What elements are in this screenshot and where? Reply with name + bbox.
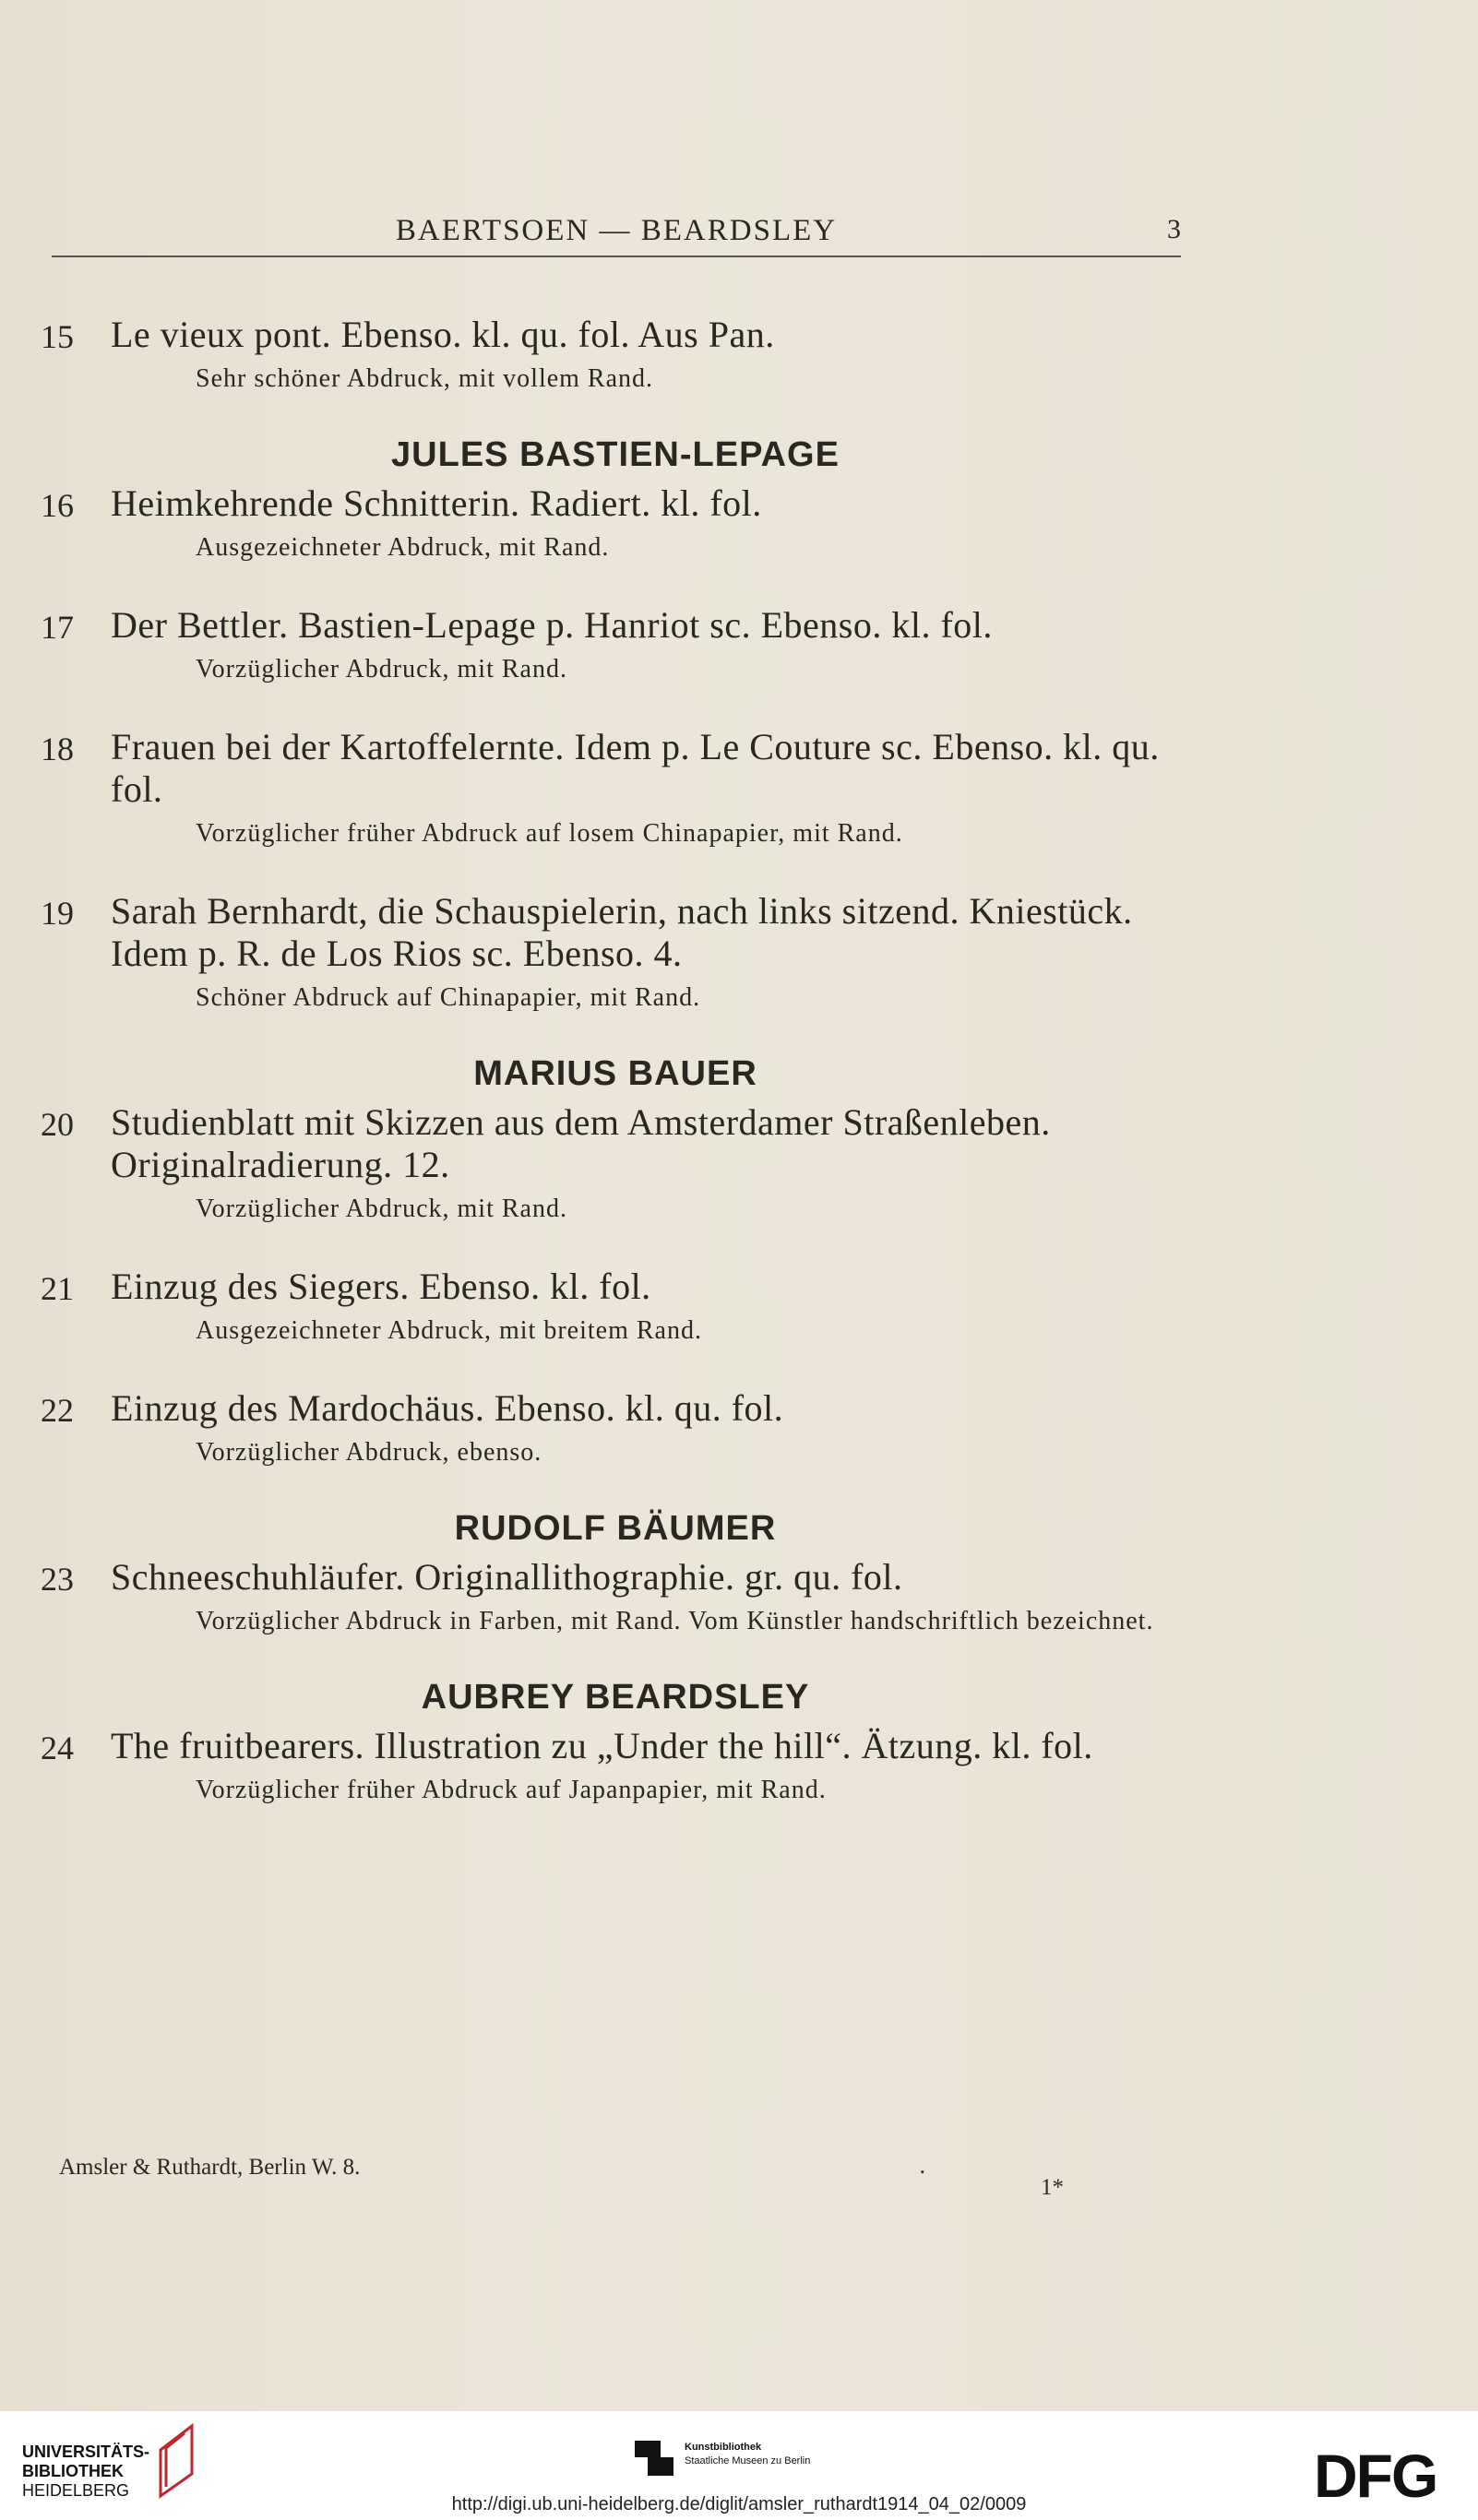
header-title: BAERTSOEN — BEARDSLEY: [395, 214, 838, 247]
entry-number: 24: [41, 1730, 74, 1766]
entry-title: Frauen bei der Kartoffelernte. Idem p. Le Couture sc. Ebenso. kl. qu. fol.: [111, 726, 1160, 810]
kunstbibliothek-icon: [633, 2435, 677, 2479]
permalink-url[interactable]: http://digi.ub.uni-heidelberg.de/diglit/amsler_ruthardt1914_04_02/0009: [451, 2494, 1027, 2514]
entry-title: Einzug des Mardochäus. Ebenso. kl. qu. fol.: [111, 1387, 784, 1429]
entry-number: 20: [41, 1106, 74, 1143]
entry-title: Schneeschuhläufer. Originallithographie. gr. qu. fol.: [111, 1556, 903, 1598]
artist-heading: RUDOLF BÄUMER: [454, 1509, 777, 1548]
entry-number: 15: [41, 318, 74, 355]
catalog-entry: [33, 890, 1198, 1016]
entry-number: 16: [41, 487, 74, 524]
entry-note: Vorzüglicher Abdruck in Farben, mit Rand. Vom Künstler handschriftlich bezeichnet.: [196, 1607, 1154, 1635]
running-header: [52, 214, 1181, 257]
entry-title: Sarah Bernhardt, die Schauspielerin, nach links sitzend. Kniestück. Idem p. R. de Los Rios sc. Ebenso. 4.: [111, 890, 1133, 974]
signature-mark: 1*: [1041, 2175, 1064, 2200]
catalog-entry: [33, 1725, 1198, 1808]
entry-note: Ausgezeichneter Abdruck, mit breitem Rand.: [196, 1316, 702, 1345]
ub-line-3: HEIDELBERG: [22, 2481, 130, 2500]
kunstbibliothek-logo[interactable]: [685, 2441, 810, 2468]
page-number: 3: [1167, 214, 1181, 244]
entry-note: Vorzüglicher Abdruck, mit Rand.: [196, 655, 567, 683]
ub-line-1: UNIVERSITÄTS-: [22, 2443, 150, 2461]
catalog-entry: [33, 482, 1198, 565]
entry-number: 18: [41, 731, 74, 767]
entry-note: Ausgezeichneter Abdruck, mit Rand.: [196, 533, 610, 562]
entry-title: The fruitbearers. Illustration zu „Under the hill“. Ätzung. kl. fol.: [111, 1725, 1093, 1766]
ub-emblem-icon: [148, 2422, 203, 2502]
catalog-entry: [33, 1387, 1198, 1470]
entry-note: Vorzüglicher Abdruck, mit Rand.: [196, 1195, 567, 1223]
entry-note: Vorzüglicher früher Abdruck auf losem Chinapapier, mit Rand.: [196, 819, 903, 848]
publisher-imprint: Amsler & Ruthardt, Berlin W. 8.: [59, 2155, 361, 2180]
catalog-content: [33, 314, 1198, 1847]
catalog-entry: [33, 1101, 1198, 1227]
entry-note: Vorzüglicher Abdruck, ebenso.: [196, 1438, 542, 1467]
entry-title: Studienblatt mit Skizzen aus dem Amsterdamer Straßenleben. Originalradierung. 12.: [111, 1101, 1051, 1185]
entry-number: 17: [41, 609, 74, 646]
kb-line-2: Staatliche Museen zu Berlin: [685, 2455, 811, 2467]
ub-heidelberg-logo[interactable]: [22, 2443, 149, 2501]
entry-number: 22: [41, 1392, 74, 1429]
artist-heading: JULES BASTIEN-LEPAGE: [391, 435, 840, 474]
entry-number: 19: [41, 895, 74, 932]
entry-note: Vorzüglicher früher Abdruck auf Japanpapier, mit Rand.: [196, 1776, 827, 1804]
entry-title: Der Bettler. Bastien-Lepage p. Hanriot sc. Ebenso. kl. fol.: [111, 604, 993, 646]
kb-line-1: Kunstbibliothek: [685, 2442, 762, 2453]
entry-title: Heimkehrende Schnitterin. Radiert. kl. fol.: [111, 482, 762, 524]
entry-note: Schöner Abdruck auf Chinapapier, mit Rand.: [196, 983, 701, 1012]
footer-dot: .: [919, 2153, 926, 2179]
catalog-entry: [33, 604, 1198, 687]
ub-line-2: BIBLIOTHEK: [22, 2462, 124, 2480]
entry-number: 23: [41, 1561, 74, 1598]
entry-note: Sehr schöner Abdruck, mit vollem Rand.: [196, 364, 654, 393]
artist-heading: MARIUS BAUER: [473, 1054, 757, 1093]
catalog-entry: [33, 314, 1198, 397]
entry-title: Einzug des Siegers. Ebenso. kl. fol.: [111, 1266, 651, 1307]
entry-title: Le vieux pont. Ebenso. kl. qu. fol. Aus Pan.: [111, 314, 775, 355]
catalog-entry: [33, 726, 1198, 851]
catalog-entry: [33, 1556, 1198, 1639]
entry-number: 21: [41, 1270, 74, 1307]
dfg-logo[interactable]: DFG: [1314, 2442, 1437, 2510]
artist-heading: AUBREY BEARDSLEY: [421, 1678, 810, 1717]
catalog-entry: [33, 1266, 1198, 1349]
